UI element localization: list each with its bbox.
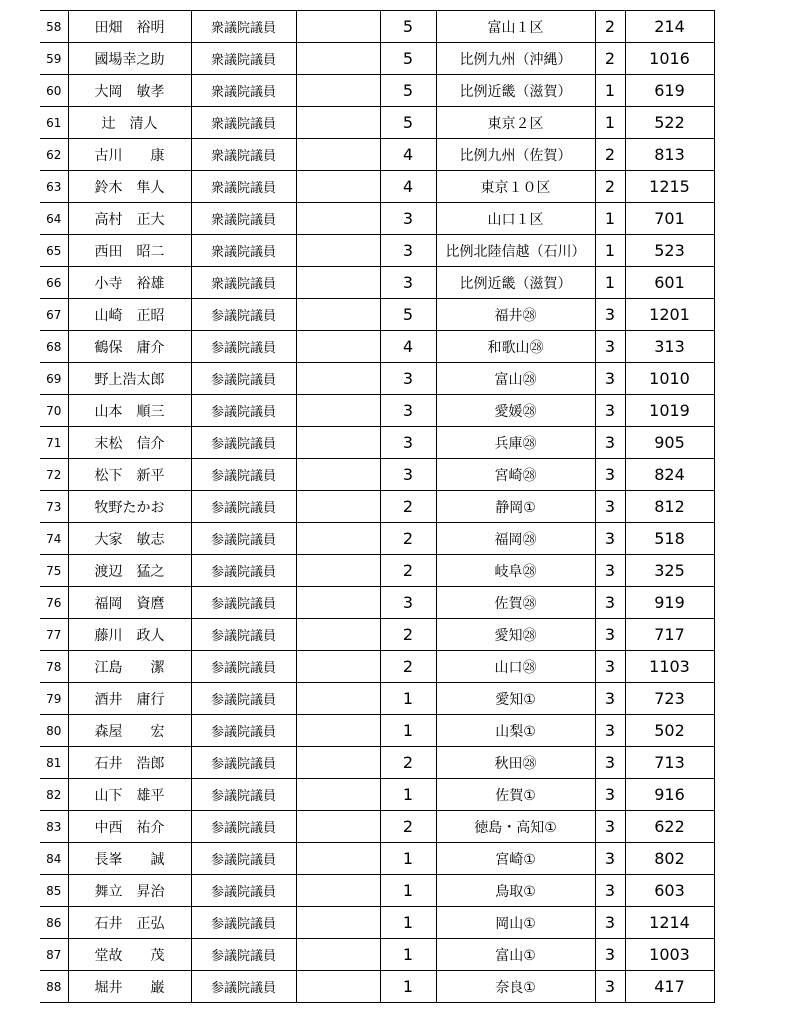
member-name: 堀井 巌 — [68, 971, 191, 1003]
table-row — [40, 619, 714, 651]
row-number: 88 — [40, 971, 68, 1003]
table-row — [40, 523, 714, 555]
blank-cell — [296, 779, 380, 811]
room-number: 523 — [625, 235, 714, 267]
blank-cell — [296, 555, 380, 587]
blank-cell — [296, 427, 380, 459]
category: 3 — [595, 459, 625, 491]
blank-cell — [296, 523, 380, 555]
district: 佐賀㉘ — [436, 587, 595, 619]
member-title: 衆議院議員 — [191, 107, 296, 139]
district: 佐賀① — [436, 779, 595, 811]
district: 愛媛㉘ — [436, 395, 595, 427]
term-count: 2 — [380, 523, 436, 555]
term-count: 5 — [380, 43, 436, 75]
member-name: 石井 浩郎 — [68, 747, 191, 779]
category: 3 — [595, 779, 625, 811]
member-title: 参議院議員 — [191, 715, 296, 747]
member-name: 長峯 誠 — [68, 843, 191, 875]
member-name: 江島 潔 — [68, 651, 191, 683]
row-number: 67 — [40, 299, 68, 331]
table-row — [40, 171, 714, 203]
row-number: 62 — [40, 139, 68, 171]
table-row — [40, 683, 714, 715]
member-title: 参議院議員 — [191, 587, 296, 619]
blank-cell — [296, 939, 380, 971]
row-number: 76 — [40, 587, 68, 619]
room-number: 713 — [625, 747, 714, 779]
room-number: 1201 — [625, 299, 714, 331]
blank-cell — [296, 747, 380, 779]
room-number: 824 — [625, 459, 714, 491]
blank-cell — [296, 267, 380, 299]
category: 3 — [595, 715, 625, 747]
district: 秋田㉘ — [436, 747, 595, 779]
category: 1 — [595, 235, 625, 267]
room-number: 1214 — [625, 907, 714, 939]
district: 愛知① — [436, 683, 595, 715]
blank-cell — [296, 875, 380, 907]
category: 3 — [595, 523, 625, 555]
room-number: 601 — [625, 267, 714, 299]
row-number: 84 — [40, 843, 68, 875]
blank-cell — [296, 587, 380, 619]
member-title: 衆議院議員 — [191, 235, 296, 267]
row-number: 63 — [40, 171, 68, 203]
member-title: 参議院議員 — [191, 875, 296, 907]
member-name: 渡辺 猛之 — [68, 555, 191, 587]
table-row — [40, 235, 714, 267]
category: 2 — [595, 171, 625, 203]
term-count: 2 — [380, 747, 436, 779]
member-name: 山崎 正昭 — [68, 299, 191, 331]
term-count: 3 — [380, 363, 436, 395]
row-number: 82 — [40, 779, 68, 811]
term-count: 2 — [380, 619, 436, 651]
member-name: 小寺 裕雄 — [68, 267, 191, 299]
category: 3 — [595, 555, 625, 587]
blank-cell — [296, 171, 380, 203]
district: 東京２区 — [436, 107, 595, 139]
blank-cell — [296, 843, 380, 875]
member-name: 森屋 宏 — [68, 715, 191, 747]
member-name: 古川 康 — [68, 139, 191, 171]
district: 福岡㉘ — [436, 523, 595, 555]
member-title: 衆議院議員 — [191, 203, 296, 235]
term-count: 1 — [380, 715, 436, 747]
row-number: 83 — [40, 811, 68, 843]
table-row — [40, 267, 714, 299]
category: 3 — [595, 651, 625, 683]
member-name: 松下 新平 — [68, 459, 191, 491]
member-name: 鈴木 隼人 — [68, 171, 191, 203]
table-row — [40, 203, 714, 235]
category: 1 — [595, 107, 625, 139]
member-name: 西田 昭二 — [68, 235, 191, 267]
category: 3 — [595, 491, 625, 523]
district: 鳥取① — [436, 875, 595, 907]
blank-cell — [296, 619, 380, 651]
member-title: 参議院議員 — [191, 779, 296, 811]
category: 3 — [595, 843, 625, 875]
table-row — [40, 811, 714, 843]
row-number: 64 — [40, 203, 68, 235]
member-title: 参議院議員 — [191, 427, 296, 459]
member-name: 福岡 資麿 — [68, 587, 191, 619]
category: 2 — [595, 11, 625, 43]
category: 3 — [595, 907, 625, 939]
blank-cell — [296, 651, 380, 683]
member-title: 参議院議員 — [191, 459, 296, 491]
member-title: 参議院議員 — [191, 363, 296, 395]
term-count: 1 — [380, 843, 436, 875]
table-row — [40, 971, 714, 1003]
category: 3 — [595, 619, 625, 651]
term-count: 1 — [380, 683, 436, 715]
row-number: 81 — [40, 747, 68, 779]
category: 1 — [595, 203, 625, 235]
term-count: 3 — [380, 267, 436, 299]
blank-cell — [296, 139, 380, 171]
district: 富山１区 — [436, 11, 595, 43]
row-number: 66 — [40, 267, 68, 299]
member-name: 舞立 昇治 — [68, 875, 191, 907]
category: 3 — [595, 363, 625, 395]
member-title: 参議院議員 — [191, 651, 296, 683]
term-count: 3 — [380, 203, 436, 235]
row-number: 80 — [40, 715, 68, 747]
row-number: 77 — [40, 619, 68, 651]
district: 岡山① — [436, 907, 595, 939]
table-row — [40, 939, 714, 971]
member-name: 堂故 茂 — [68, 939, 191, 971]
district: 富山① — [436, 939, 595, 971]
category: 3 — [595, 811, 625, 843]
row-number: 74 — [40, 523, 68, 555]
blank-cell — [296, 299, 380, 331]
room-number: 1019 — [625, 395, 714, 427]
blank-cell — [296, 491, 380, 523]
member-title: 参議院議員 — [191, 619, 296, 651]
category: 2 — [595, 43, 625, 75]
blank-cell — [296, 203, 380, 235]
term-count: 1 — [380, 779, 436, 811]
row-number: 85 — [40, 875, 68, 907]
term-count: 5 — [380, 11, 436, 43]
member-name: 大岡 敏孝 — [68, 75, 191, 107]
district: 山口１区 — [436, 203, 595, 235]
table-row — [40, 363, 714, 395]
row-number: 86 — [40, 907, 68, 939]
district: 東京１０区 — [436, 171, 595, 203]
district: 宮崎① — [436, 843, 595, 875]
category: 1 — [595, 75, 625, 107]
member-title: 参議院議員 — [191, 555, 296, 587]
room-number: 1010 — [625, 363, 714, 395]
district: 山梨① — [436, 715, 595, 747]
room-number: 717 — [625, 619, 714, 651]
term-count: 2 — [380, 811, 436, 843]
member-title: 衆議院議員 — [191, 43, 296, 75]
member-name: 山下 雄平 — [68, 779, 191, 811]
member-title: 参議院議員 — [191, 299, 296, 331]
member-title: 参議院議員 — [191, 395, 296, 427]
member-name: 石井 正弘 — [68, 907, 191, 939]
room-number: 214 — [625, 11, 714, 43]
room-number: 701 — [625, 203, 714, 235]
district: 徳島・高知① — [436, 811, 595, 843]
row-number: 58 — [40, 11, 68, 43]
member-title: 参議院議員 — [191, 683, 296, 715]
row-number: 72 — [40, 459, 68, 491]
room-number: 417 — [625, 971, 714, 1003]
room-number: 802 — [625, 843, 714, 875]
term-count: 1 — [380, 939, 436, 971]
member-title: 参議院議員 — [191, 971, 296, 1003]
member-name: 藤川 政人 — [68, 619, 191, 651]
member-name: 酒井 庸行 — [68, 683, 191, 715]
district: 比例九州（沖縄） — [436, 43, 595, 75]
table-row — [40, 75, 714, 107]
term-count: 4 — [380, 171, 436, 203]
member-title: 衆議院議員 — [191, 75, 296, 107]
blank-cell — [296, 331, 380, 363]
room-number: 619 — [625, 75, 714, 107]
term-count: 3 — [380, 459, 436, 491]
member-title: 参議院議員 — [191, 907, 296, 939]
term-count: 2 — [380, 555, 436, 587]
room-number: 916 — [625, 779, 714, 811]
room-number: 812 — [625, 491, 714, 523]
district: 比例北陸信越（石川） — [436, 235, 595, 267]
term-count: 3 — [380, 235, 436, 267]
room-number: 905 — [625, 427, 714, 459]
district: 奈良① — [436, 971, 595, 1003]
category: 3 — [595, 299, 625, 331]
member-title: 参議院議員 — [191, 811, 296, 843]
term-count: 4 — [380, 331, 436, 363]
category: 3 — [595, 587, 625, 619]
room-number: 325 — [625, 555, 714, 587]
table-row — [40, 11, 714, 43]
category: 3 — [595, 747, 625, 779]
table-row — [40, 395, 714, 427]
category: 3 — [595, 875, 625, 907]
member-name: 末松 信介 — [68, 427, 191, 459]
table-row — [40, 715, 714, 747]
room-number: 502 — [625, 715, 714, 747]
blank-cell — [296, 459, 380, 491]
room-number: 522 — [625, 107, 714, 139]
member-name: 野上浩太郎 — [68, 363, 191, 395]
member-title: 参議院議員 — [191, 843, 296, 875]
district: 宮崎㉘ — [436, 459, 595, 491]
member-name: 大家 敏志 — [68, 523, 191, 555]
member-name: 國場幸之助 — [68, 43, 191, 75]
table-row — [40, 651, 714, 683]
category: 3 — [595, 939, 625, 971]
district: 比例九州（佐賀） — [436, 139, 595, 171]
blank-cell — [296, 11, 380, 43]
room-number: 1103 — [625, 651, 714, 683]
table-row — [40, 107, 714, 139]
member-table-body — [40, 11, 714, 1003]
blank-cell — [296, 235, 380, 267]
member-name: 高村 正大 — [68, 203, 191, 235]
blank-cell — [296, 363, 380, 395]
row-number: 71 — [40, 427, 68, 459]
blank-cell — [296, 715, 380, 747]
term-count: 5 — [380, 75, 436, 107]
member-name: 牧野たかお — [68, 491, 191, 523]
table-row — [40, 491, 714, 523]
term-count: 1 — [380, 971, 436, 1003]
table-row — [40, 459, 714, 491]
member-title: 衆議院議員 — [191, 267, 296, 299]
district: 山口㉘ — [436, 651, 595, 683]
room-number: 813 — [625, 139, 714, 171]
member-name: 辻 清人 — [68, 107, 191, 139]
table-row — [40, 587, 714, 619]
member-title: 衆議院議員 — [191, 11, 296, 43]
term-count: 5 — [380, 299, 436, 331]
row-number: 75 — [40, 555, 68, 587]
row-number: 61 — [40, 107, 68, 139]
table-row — [40, 779, 714, 811]
member-title: 参議院議員 — [191, 491, 296, 523]
member-name: 鶴保 庸介 — [68, 331, 191, 363]
term-count: 3 — [380, 587, 436, 619]
member-title: 衆議院議員 — [191, 171, 296, 203]
table-row — [40, 555, 714, 587]
term-count: 2 — [380, 491, 436, 523]
category: 3 — [595, 683, 625, 715]
table-row — [40, 907, 714, 939]
row-number: 79 — [40, 683, 68, 715]
district: 兵庫㉘ — [436, 427, 595, 459]
row-number: 59 — [40, 43, 68, 75]
term-count: 1 — [380, 875, 436, 907]
district: 和歌山㉘ — [436, 331, 595, 363]
member-title: 参議院議員 — [191, 523, 296, 555]
term-count: 5 — [380, 107, 436, 139]
room-number: 313 — [625, 331, 714, 363]
room-number: 1016 — [625, 43, 714, 75]
blank-cell — [296, 75, 380, 107]
category: 1 — [595, 267, 625, 299]
term-count: 3 — [380, 427, 436, 459]
category: 3 — [595, 427, 625, 459]
member-name: 田畑 裕明 — [68, 11, 191, 43]
table-row — [40, 139, 714, 171]
room-number: 1003 — [625, 939, 714, 971]
term-count: 3 — [380, 395, 436, 427]
member-name: 山本 順三 — [68, 395, 191, 427]
blank-cell — [296, 395, 380, 427]
blank-cell — [296, 811, 380, 843]
row-number: 70 — [40, 395, 68, 427]
category: 3 — [595, 395, 625, 427]
district: 岐阜㉘ — [436, 555, 595, 587]
category: 2 — [595, 139, 625, 171]
row-number: 68 — [40, 331, 68, 363]
row-number: 60 — [40, 75, 68, 107]
term-count: 1 — [380, 907, 436, 939]
term-count: 4 — [380, 139, 436, 171]
table-row — [40, 299, 714, 331]
blank-cell — [296, 971, 380, 1003]
row-number: 65 — [40, 235, 68, 267]
term-count: 2 — [380, 651, 436, 683]
district: 静岡① — [436, 491, 595, 523]
table-row — [40, 875, 714, 907]
member-name: 中西 祐介 — [68, 811, 191, 843]
member-title: 参議院議員 — [191, 939, 296, 971]
table-row — [40, 427, 714, 459]
district: 比例近畿（滋賀） — [436, 75, 595, 107]
district: 愛知㉘ — [436, 619, 595, 651]
table-row — [40, 747, 714, 779]
table-row — [40, 43, 714, 75]
district: 福井㉘ — [436, 299, 595, 331]
category: 3 — [595, 971, 625, 1003]
room-number: 1215 — [625, 171, 714, 203]
room-number: 603 — [625, 875, 714, 907]
room-number: 723 — [625, 683, 714, 715]
row-number: 87 — [40, 939, 68, 971]
district: 比例近畿（滋賀） — [436, 267, 595, 299]
room-number: 518 — [625, 523, 714, 555]
member-title: 参議院議員 — [191, 747, 296, 779]
row-number: 73 — [40, 491, 68, 523]
member-table — [40, 10, 715, 1003]
row-number: 78 — [40, 651, 68, 683]
member-title: 参議院議員 — [191, 331, 296, 363]
table-row — [40, 843, 714, 875]
table-row — [40, 331, 714, 363]
blank-cell — [296, 107, 380, 139]
row-number: 69 — [40, 363, 68, 395]
room-number: 919 — [625, 587, 714, 619]
blank-cell — [296, 683, 380, 715]
blank-cell — [296, 43, 380, 75]
blank-cell — [296, 907, 380, 939]
member-title: 衆議院議員 — [191, 139, 296, 171]
category: 3 — [595, 331, 625, 363]
room-number: 622 — [625, 811, 714, 843]
district: 富山㉘ — [436, 363, 595, 395]
